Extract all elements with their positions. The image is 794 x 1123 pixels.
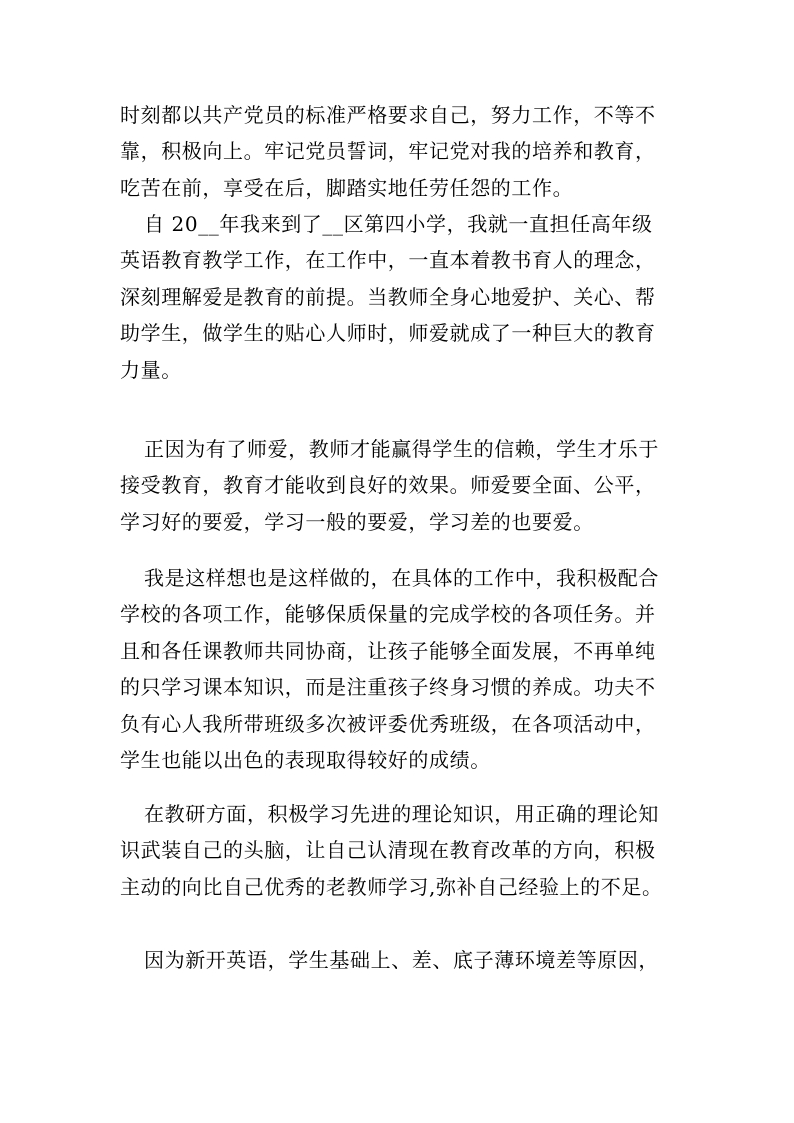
paragraph-line: 助学生，做学生的贴心人师时，师爱就成了一种巨大的教育 [120,321,656,346]
paragraph-line: 的只学习课本知识，而是注重孩子终身习惯的养成。功夫不 [120,675,656,700]
paragraph-line: 学习好的要爱，学习一般的要爱，学习差的也要爱。 [120,509,594,534]
paragraph-line: 靠，积极向上。牢记党员誓词，牢记党对我的培养和教育， [120,139,656,164]
paragraph-line: 我是这样想也是这样做的，在具体的工作中，我积极配合 [144,566,659,590]
paragraph-6 [120,942,680,978]
paragraph-1 [120,97,680,206]
paragraph-line: 学校的各项工作，能够保质保量的完成学校的各项任务。并 [120,602,656,627]
paragraph-line: 主动的向比自己优秀的老教师学习,弥补自己经验上的不足。 [120,874,663,899]
paragraph-line: 且和各任课教师共同协商，让孩子能够全面发展，不再单纯 [120,638,656,663]
paragraph-line: 吃苦在前，享受在后，脚踏实地任劳任怨的工作。 [120,175,574,200]
paragraph-line: 时刻都以共产党员的标准严格要求自己，努力工作，不等不 [120,103,656,127]
paragraph-line: 力量。 [120,357,182,382]
paragraph-line: 英语教育教学工作，在工作中，一直本着教书育人的理念， [120,248,656,273]
paragraph-line: 自 20__年我来到了__区第四小学，我就一直担任高年级 [144,212,653,236]
paragraph-4 [120,560,680,778]
paragraph-2 [120,206,680,388]
paragraph-line: 正因为有了师爱，教师才能赢得学生的信赖，学生才乐于 [144,437,659,461]
paragraph-line: 深刻理解爱是教育的前提。当教师全身心地爱护、关心、帮 [120,284,656,309]
paragraph-line: 负有心人我所带班级多次被评委优秀班级，在各项活动中， [120,711,656,736]
paragraph-line: 识武装自己的头脑，让自己认清现在教育改革的方向，积极 [120,838,656,863]
paragraph-line: 接受教育，教育才能收到良好的效果。师爱要全面、公平， [120,473,656,498]
paragraph-line: 因为新开英语，学生基础上、差、底子薄环境差等原因， [144,948,659,972]
paragraph-line: 学生也能以出色的表现取得较好的成绩。 [120,748,491,773]
paragraph-line: 在教研方面，积极学习先进的理论知识，用正确的理论知 [144,802,659,826]
paragraph-5 [120,796,680,905]
paragraph-3 [120,431,680,540]
